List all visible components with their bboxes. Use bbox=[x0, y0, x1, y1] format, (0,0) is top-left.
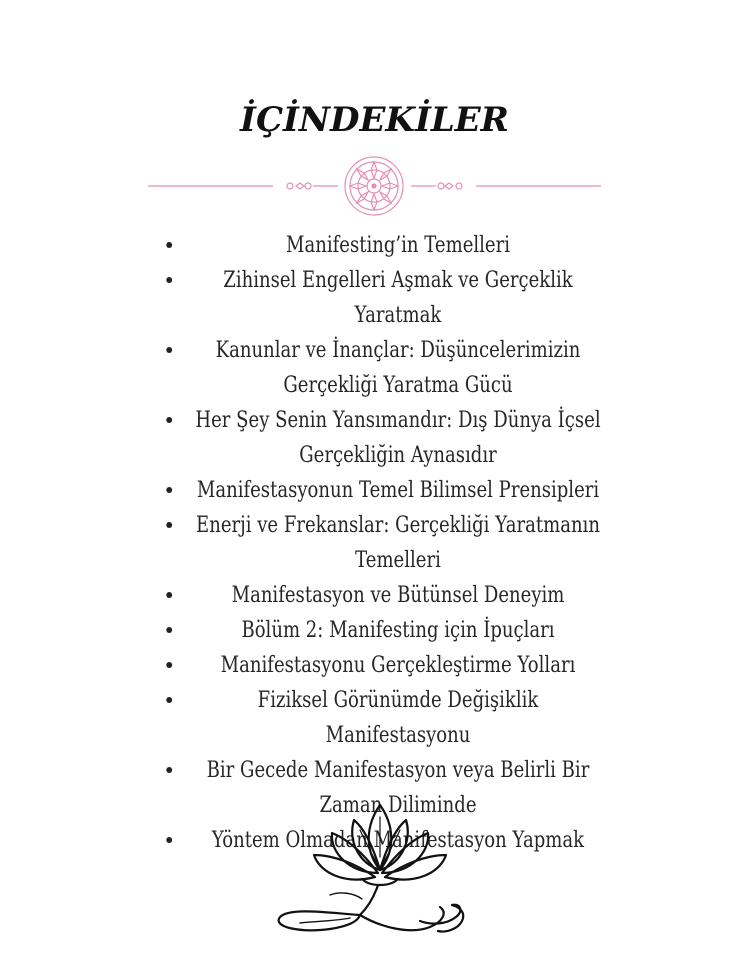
toc-item[interactable]: Zihinsel Engelleri Aşmak ve Gerçeklik Yaratmak bbox=[168, 263, 627, 333]
mandala-divider-icon bbox=[148, 156, 601, 216]
bullet-icon bbox=[166, 522, 172, 528]
toc-item[interactable]: Manifestasyonu Gerçekleştirme Yolları bbox=[168, 648, 627, 683]
page-title: İÇİNDEKİLER bbox=[240, 100, 509, 140]
bullet-icon bbox=[166, 662, 172, 668]
toc-item[interactable]: Manifestasyonun Temel Bilimsel Prensipleri bbox=[168, 473, 627, 508]
toc-item[interactable]: Bir Gecede Manifestasyon veya Belirli Bir Zaman Diliminde bbox=[168, 753, 627, 823]
toc-item[interactable]: Her Şey Senin Yansımandır: Dış Dünya İçsel Gerçekliğin Aynasıdır bbox=[168, 403, 627, 473]
toc-item[interactable]: Manifestasyon ve Bütünsel Deneyim bbox=[168, 578, 627, 613]
bullet-icon bbox=[166, 242, 172, 248]
bullet-icon bbox=[166, 347, 172, 353]
bullet-icon bbox=[166, 767, 172, 773]
toc-item[interactable]: Fiziksel Görünümde Değişiklik Manifestasyonu bbox=[168, 683, 627, 753]
bullet-icon bbox=[166, 627, 172, 633]
bullet-icon bbox=[166, 277, 172, 283]
toc-item[interactable]: Yöntem Olmadan Manifestasyon Yapmak bbox=[168, 823, 627, 858]
toc-item[interactable]: Manifesting’in Temelleri bbox=[168, 228, 627, 263]
toc-item[interactable]: Enerji ve Frekanslar: Gerçekliği Yaratmanın Temelleri bbox=[168, 508, 627, 578]
lotus-flower-icon bbox=[270, 795, 490, 945]
toc-item[interactable]: Kanunlar ve İnançlar: Düşüncelerimizin Gerçekliği Yaratma Gücü bbox=[168, 333, 627, 403]
toc-item[interactable]: Bölüm 2: Manifesting için İpuçları bbox=[168, 613, 627, 648]
bullet-icon bbox=[166, 417, 172, 423]
table-of-contents bbox=[118, 228, 678, 858]
bullet-icon bbox=[166, 487, 172, 493]
bullet-icon bbox=[166, 837, 172, 843]
bullet-icon bbox=[166, 592, 172, 598]
bullet-icon bbox=[166, 697, 172, 703]
